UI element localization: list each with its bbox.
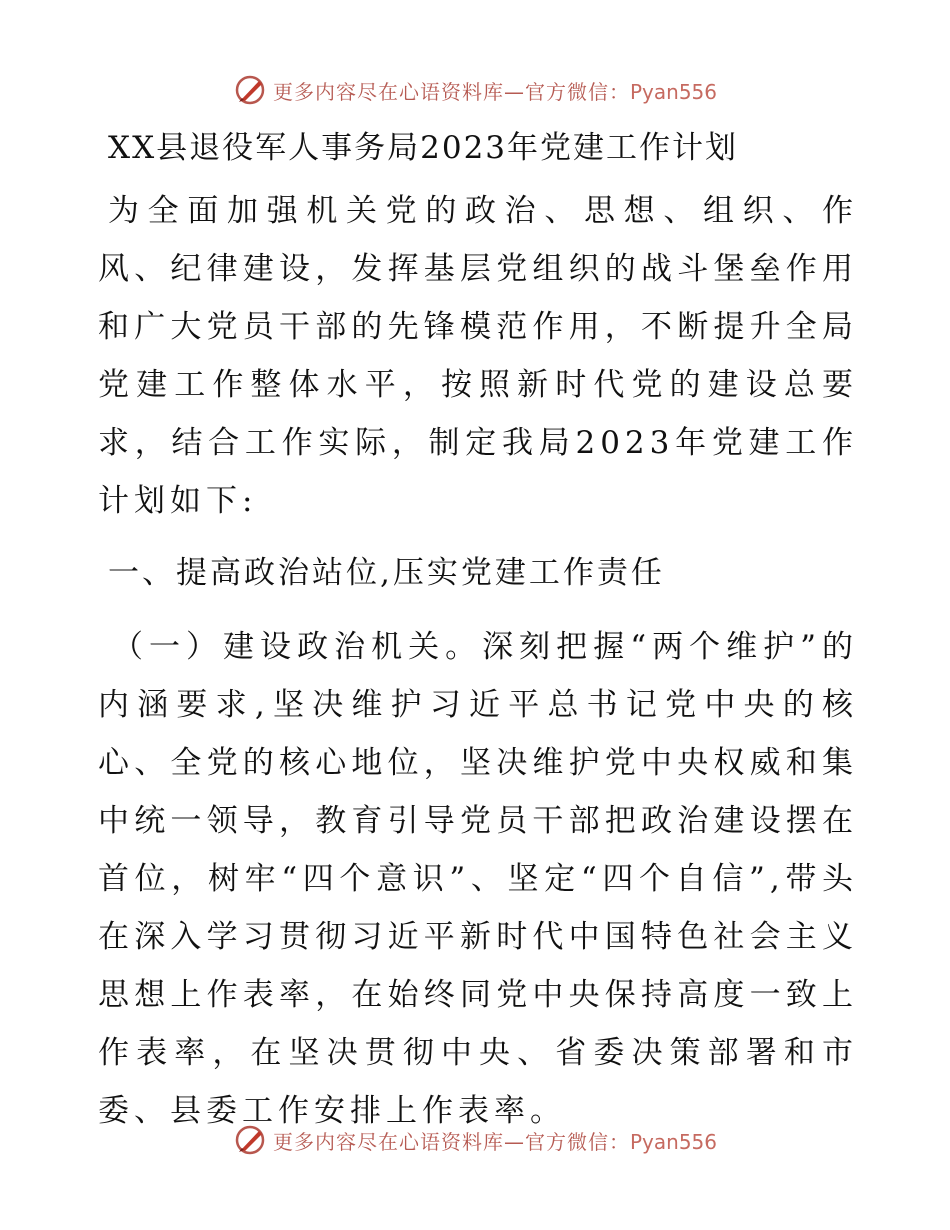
- watermark-text: 更多内容尽在心语资料库—官方微信：Pyan556: [272, 79, 717, 104]
- watermark-header: [0, 72, 950, 108]
- watermark-id: Pyan556: [629, 79, 717, 104]
- section-paragraph: （一）建设政治机关。深刻把握“两个维护”的内涵要求,坚决维护习近平总书记党中央的核心、全党的核心地位，坚决维护党中央权威和集中统一领导，教育引导党员干部把政治建设摆在首位，树牢“四个意识”、坚定“四个自信”,带头在深入学习贯彻习近平新时代中国特色社会主义思想上作表率，在始终同党中央保持高度一致上作表率，在坚决贯彻中央、省委决策部署和市委、县委工作安排上作表率。: [98, 629, 858, 1129]
- quill-logo-icon: [233, 73, 267, 107]
- watermark-text: 更多内容尽在心语资料库—官方微信：Pyan556: [272, 1129, 717, 1154]
- document-body: [98, 122, 858, 1140]
- section-heading: 一、提高政治站位,压实党建工作责任: [108, 555, 665, 591]
- quill-logo-icon: [233, 1123, 267, 1157]
- intro-paragraph: 为全面加强机关党的政治、思想、组织、作风、纪律建设，发挥基层党组织的战斗堡垒作用和广大党员干部的先锋模范作用，不断提升全局党建工作整体水平，按照新时代党的建设总要求，结合工作实际，制定我局2023年党建工作计划如下:: [98, 193, 858, 519]
- watermark-footer: [0, 1122, 950, 1158]
- watermark-id: Pyan556: [629, 1129, 717, 1154]
- document-title: XX县退役军人事务局2023年党建工作计划: [108, 130, 739, 166]
